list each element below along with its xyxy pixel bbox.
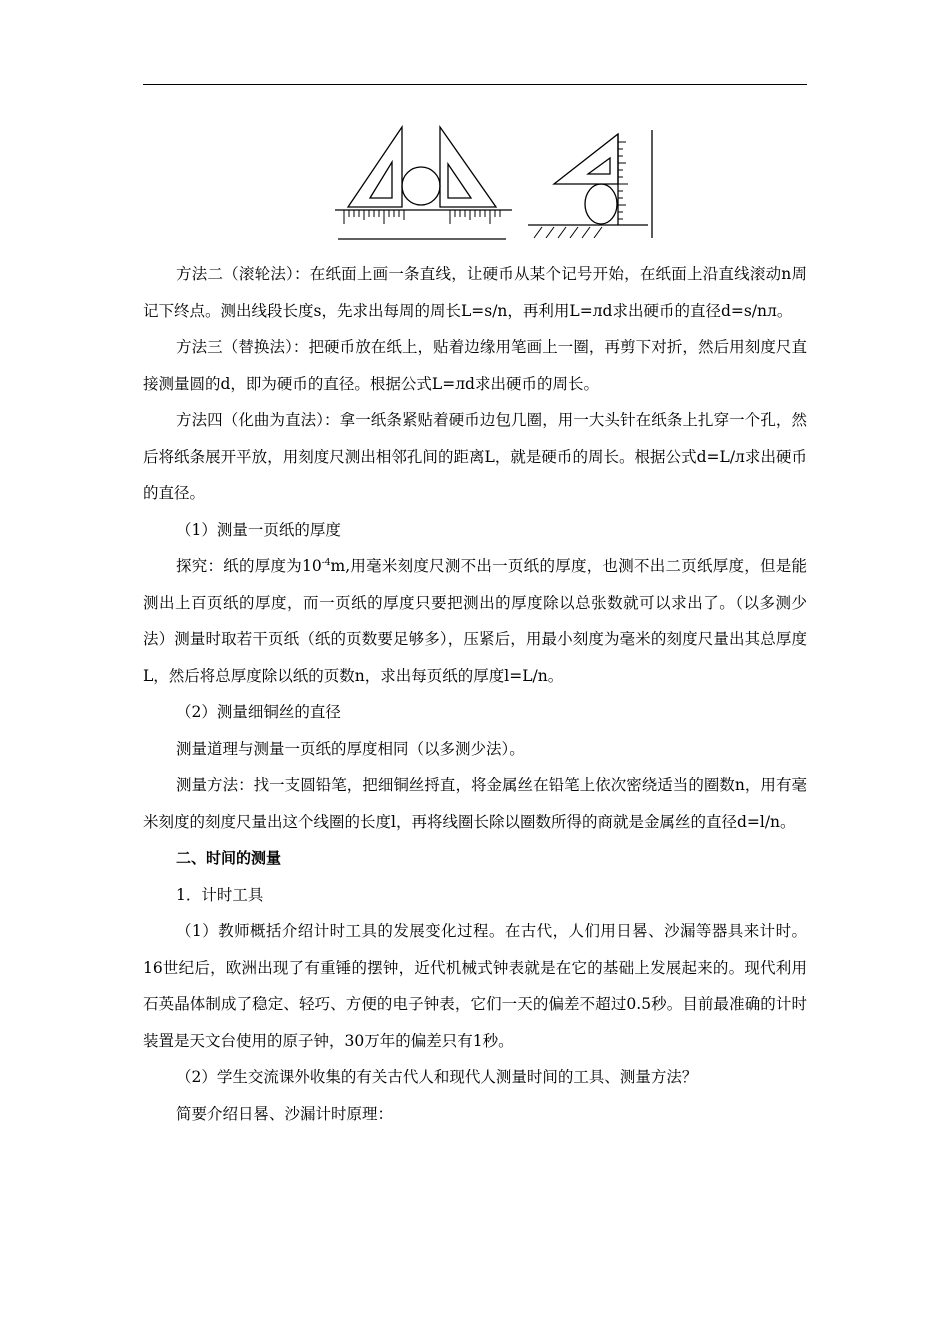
document-body	[143, 256, 807, 1132]
explore-text-b: m,用毫米刻度尺测不出一页纸的厚度，也测不出二页纸厚度，但是能测出上百页纸的厚度，而一页纸的厚度只要把测出的厚度除以总张数就可以求出了。（以多测少法）测量时取若干页纸（纸的页数要足够多），压紧后，用最小刻度为毫米的刻度尺量出其总厚度L，然后将总厚度除以纸的页数n，求出每页纸的厚度l=L/n。	[143, 557, 807, 685]
floor-right	[528, 225, 648, 238]
ruler-vertical	[618, 130, 652, 238]
paragraph-principle: 测量道理与测量一页纸的厚度相同（以多测少法）。	[176, 739, 525, 758]
paragraph-method-3: 方法三（替换法）：把硬币放在纸上，贴着边缘用笔画上一圈，再剪下对折，然后用刻度尺直接测量圆的d，即为硬币的直径。根据公式L=лd求出硬币的周长。	[143, 338, 807, 393]
paragraph-tools-history: （1）教师概括介绍计时工具的发展变化过程。在古代，人们用日晷、沙漏等器具来计时。16世纪后，欧洲出现了有重锤的摆钟，近代机械式钟表就是在它的基础上发展起来的。现代利用石英晶体制成了稳定、轻巧、方便的电子钟表，它们一天的偏差不超过0.5秒。目前最准确的计时装置是天文台使用的原子钟，30万年的偏差只有1秒。	[143, 922, 807, 1050]
set-square-right	[440, 127, 496, 207]
paragraph-wire-method: 测量方法：找一支圆铅笔，把细铜丝捋直，将金属丝在铅笔上依次密绕适当的圈数n，用有毫米刻度的刻度尺量出这个线圈的长度l，再将线圈长除以圈数所得的商就是金属丝的直径d=l/n。	[143, 776, 807, 831]
ruler-left	[335, 210, 512, 239]
paragraph-method-2: 方法二（滚轮法）：在纸面上画一条直线，让硬币从某个记号开始，在纸面上沿直线滚动n周记下终点。测出线段长度s，先求出每周的周长L=s/n，再利用L=лd求出硬币的直径d=s/nл。	[143, 265, 807, 320]
subheading-paper-thickness: （1）测量一页纸的厚度	[176, 520, 341, 539]
coin-measurement-figure	[330, 122, 660, 247]
explore-text-a: 探究：纸的厚度为10	[176, 557, 322, 575]
paragraph-student-exchange: （2）学生交流课外收集的有关古代人和现代人测量时间的工具、测量方法？	[176, 1068, 698, 1086]
subheading-wire-diameter: （2）测量细铜丝的直径	[176, 703, 341, 721]
section-heading-time: 二、时间的测量	[176, 849, 282, 867]
coin-left	[402, 167, 440, 205]
set-square-left	[348, 127, 402, 207]
subheading-timing-tools: 1．计时工具	[176, 885, 264, 904]
set-square-top	[554, 134, 618, 184]
paragraph-explore	[143, 548, 807, 694]
coin-right	[585, 184, 617, 224]
paragraph-sundial-intro: 简要介绍日晷、沙漏计时原理：	[176, 1104, 394, 1123]
header-rule	[143, 84, 807, 85]
exponent: -4	[321, 558, 331, 568]
paragraph-method-4: 方法四（化曲为直法）：拿一纸条紧贴着硬币边包几圈，用一大头针在纸条上扎穿一个孔，然后将纸条展开平放，用刻度尺测出相邻孔间的距离L，就是硬币的周长。根据公式d=L/л求出硬币的直径。	[143, 411, 807, 502]
